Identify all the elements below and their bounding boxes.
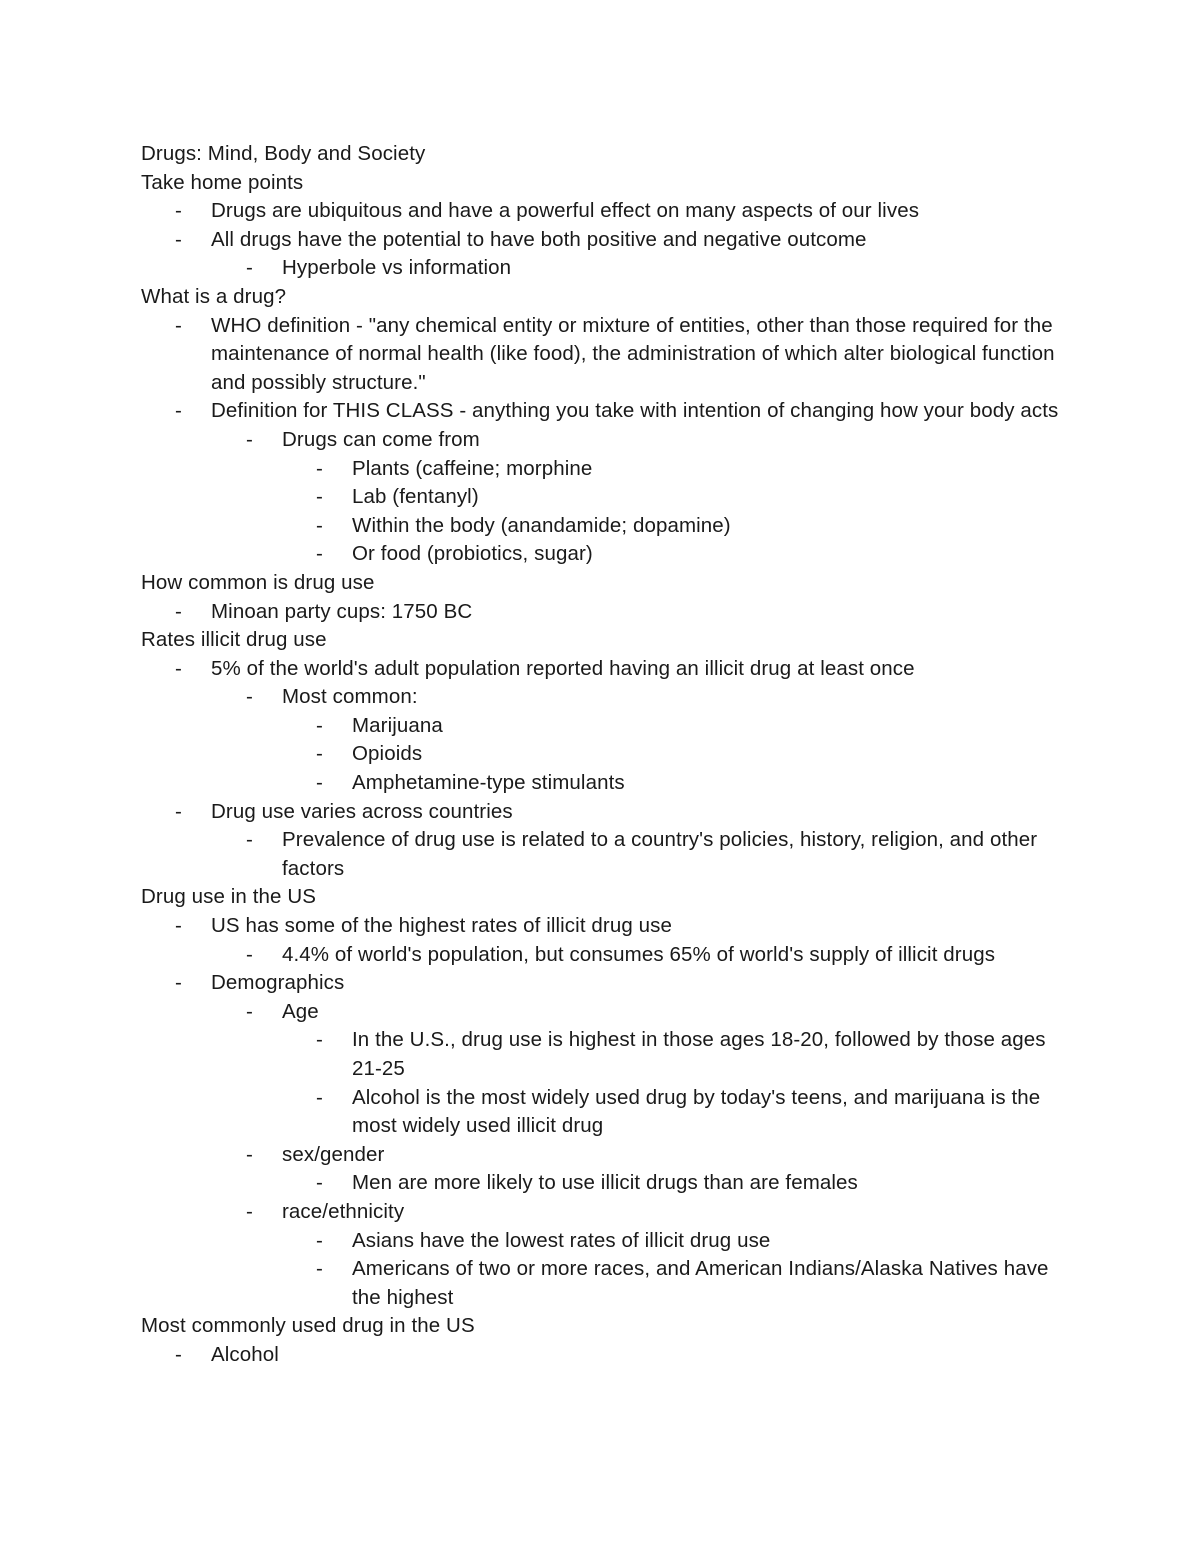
bullet-dash: - [316, 1028, 323, 1052]
bullet-item [246, 1198, 1061, 1227]
line-text: How common is drug use [141, 570, 375, 594]
bullet-item [175, 969, 1061, 998]
bullet-dash: - [246, 999, 253, 1023]
line-text: Take home points [141, 170, 304, 194]
bullet-item [316, 1255, 1061, 1312]
bullet-dash: - [316, 1171, 323, 1195]
bullet-item [246, 683, 1061, 712]
bullet-item [175, 798, 1061, 827]
bullet-item [316, 540, 1061, 569]
bullet-item [316, 712, 1061, 741]
line-text: All drugs have the potential to have both positive and negative outcome [211, 227, 867, 251]
line-text: Prevalence of drug use is related to a country's policies, history, religion, and other factors [282, 828, 1038, 880]
bullet-item [175, 598, 1061, 627]
bullet-dash: - [175, 914, 182, 938]
bullet-item [316, 740, 1061, 769]
line-text: Men are more likely to use illicit drugs than are females [352, 1171, 858, 1195]
bullet-item [175, 312, 1061, 398]
bullet-dash: - [316, 742, 323, 766]
line-text: Drugs are ubiquitous and have a powerful effect on many aspects of our lives [211, 199, 920, 223]
line-text: WHO definition - "any chemical entity or mixture of entities, other than those required for the maintenance of normal health (like food), the administration of which alter biological function and possibly structure." [211, 313, 1055, 394]
bullet-dash: - [246, 1199, 253, 1223]
bullet-dash: - [175, 656, 182, 680]
bullet-dash: - [246, 427, 253, 451]
bullet-item [175, 397, 1061, 426]
bullet-item [175, 197, 1061, 226]
line-text: Marijuana [352, 713, 443, 737]
bullet-dash: - [316, 771, 323, 795]
bullet-item [316, 1169, 1061, 1198]
line-text: Drugs can come from [282, 427, 480, 451]
bullet-dash: - [246, 256, 253, 280]
bullet-dash: - [175, 313, 182, 337]
line-text: 4.4% of world's population, but consumes 65% of world's supply of illicit drugs [282, 942, 996, 966]
bullet-dash: - [316, 1257, 323, 1281]
bullet-dash: - [246, 685, 253, 709]
line-text: sex/gender [282, 1142, 385, 1166]
bullet-item [246, 826, 1061, 883]
bullet-dash: - [316, 1085, 323, 1109]
line-text: Age [282, 999, 319, 1023]
bullet-item [316, 455, 1061, 484]
line-text: Plants (caffeine; morphine [352, 456, 593, 480]
bullet-dash: - [175, 1342, 182, 1366]
line-text: In the U.S., drug use is highest in those ages 18-20, followed by those ages 21-25 [352, 1028, 1046, 1080]
section-heading [141, 626, 1061, 655]
bullet-dash: - [246, 828, 253, 852]
bullet-item [316, 512, 1061, 541]
line-text: Drug use varies across countries [211, 799, 513, 823]
line-text: Rates illicit drug use [141, 628, 327, 652]
bullet-item [316, 1084, 1061, 1141]
section-heading [141, 569, 1061, 598]
bullet-dash: - [316, 513, 323, 537]
bullet-item [246, 998, 1061, 1027]
line-text: Demographics [211, 971, 345, 995]
line-text: Most common: [282, 685, 418, 709]
bullet-dash: - [175, 971, 182, 995]
bullet-item [175, 655, 1061, 684]
line-text: Hyperbole vs information [282, 256, 512, 280]
bullet-item [316, 1026, 1061, 1083]
line-text: Asians have the lowest rates of illicit drug use [352, 1228, 771, 1252]
document-body [141, 140, 1061, 1370]
bullet-item [316, 483, 1061, 512]
bullet-item [316, 769, 1061, 798]
line-text: 5% of the world's adult population reported having an illicit drug at least once [211, 656, 915, 680]
section-heading [141, 883, 1061, 912]
line-text: Opioids [352, 742, 423, 766]
line-text: Amphetamine-type stimulants [352, 771, 625, 795]
line-text: Lab (fentanyl) [352, 485, 479, 509]
bullet-item [246, 254, 1061, 283]
bullet-dash: - [175, 599, 182, 623]
line-text: Or food (probiotics, sugar) [352, 542, 593, 566]
bullet-dash: - [246, 1142, 253, 1166]
line-text: Minoan party cups: 1750 BC [211, 599, 473, 623]
line-text: US has some of the highest rates of illicit drug use [211, 914, 672, 938]
line-text: Alcohol is the most widely used drug by today's teens, and marijuana is the most widely used illicit drug [352, 1085, 1041, 1138]
bullet-item [246, 1141, 1061, 1170]
section-heading [141, 169, 1061, 198]
bullet-dash: - [316, 713, 323, 737]
section-heading [141, 1312, 1061, 1341]
line-text: Drugs: Mind, Body and Society [141, 142, 426, 165]
bullet-item [175, 912, 1061, 941]
section-heading [141, 140, 1061, 169]
bullet-dash: - [175, 199, 182, 223]
line-text: Drug use in the US [141, 885, 316, 909]
line-text: race/ethnicity [282, 1199, 405, 1223]
bullet-dash: - [316, 542, 323, 566]
line-text: What is a drug? [141, 284, 287, 308]
line-text: Within the body (anandamide; dopamine) [352, 513, 731, 537]
bullet-item [316, 1227, 1061, 1256]
bullet-item [175, 226, 1061, 255]
bullet-item [246, 941, 1061, 970]
bullet-dash: - [316, 1228, 323, 1252]
line-text: Most commonly used drug in the US [141, 1314, 475, 1338]
bullet-dash: - [175, 227, 182, 251]
bullet-item [246, 426, 1061, 455]
bullet-dash: - [246, 942, 253, 966]
section-heading [141, 283, 1061, 312]
bullet-dash: - [316, 456, 323, 480]
line-text: Definition for THIS CLASS - anything you take with intention of changing how your body acts [211, 399, 1059, 423]
bullet-dash: - [175, 399, 182, 423]
bullet-item [175, 1341, 1061, 1370]
bullet-dash: - [175, 799, 182, 823]
line-text: Alcohol [211, 1342, 279, 1366]
bullet-dash: - [316, 485, 323, 509]
line-text: Americans of two or more races, and American Indians/Alaska Natives have the highest [352, 1257, 1049, 1309]
